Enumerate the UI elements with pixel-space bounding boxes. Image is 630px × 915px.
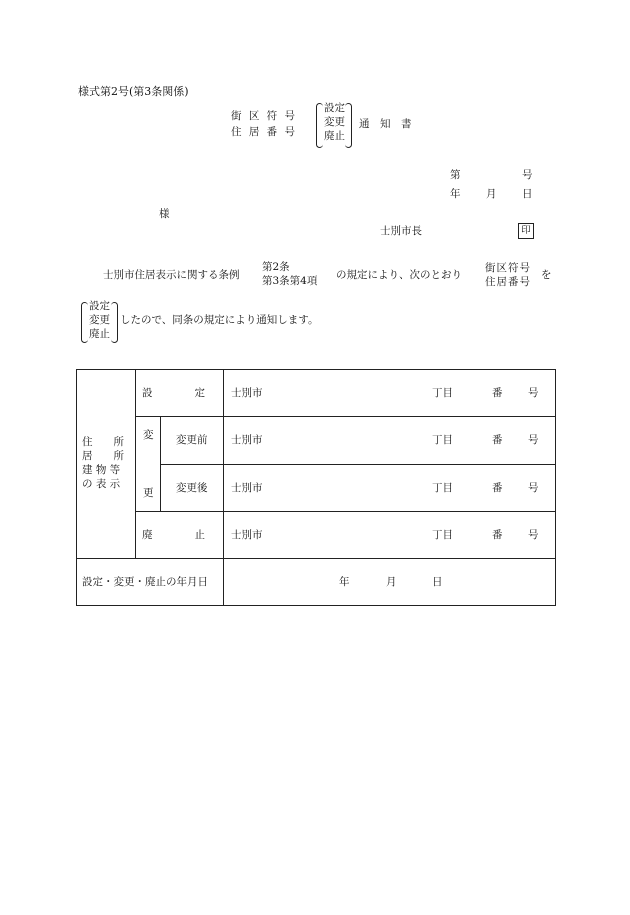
group-label-line-2: 居 所 <box>82 450 124 462</box>
doc-number-prefix: 第 <box>450 169 461 181</box>
body-article-2: 第2条 <box>262 261 290 273</box>
title-option-change: 変更 <box>324 116 345 128</box>
group-label-line-1: 住 所 <box>82 436 124 448</box>
body-ordinance-name: 士別市住居表示に関する条例 <box>103 269 240 281</box>
body-bracket-left <box>81 302 88 343</box>
date-row-month: 月 <box>386 576 397 588</box>
row-set-ban: 番 <box>492 387 503 399</box>
row-after-ban: 番 <box>492 482 503 494</box>
row-abolish-go: 号 <box>528 529 539 541</box>
title-option-set: 設定 <box>324 102 345 114</box>
row-before-ban: 番 <box>492 434 503 446</box>
date-row-day: 日 <box>432 576 443 588</box>
table-row-line-3 <box>135 511 556 512</box>
row-abolish-ban: 番 <box>492 529 503 541</box>
seal-stamp-box: 印 <box>518 223 534 239</box>
table-row-line-4 <box>76 558 556 559</box>
row-after-label: 変更後 <box>176 482 208 494</box>
date-row-year: 年 <box>339 576 350 588</box>
body-article-3-4: 第3条第4項 <box>262 275 318 287</box>
body-bracket-right <box>111 302 118 343</box>
body-articles <box>262 260 317 288</box>
table-border-left <box>76 369 77 606</box>
body-targets <box>485 261 531 289</box>
row-set-label: 設 定 <box>142 387 205 399</box>
table-divider-label <box>223 369 224 606</box>
body-action-change: 変更 <box>89 314 110 326</box>
row-set-chome: 丁目 <box>432 387 453 399</box>
row-abolish-city: 士別市 <box>231 529 263 541</box>
date-month-label: 月 <box>486 188 497 200</box>
table-border-top <box>76 369 556 370</box>
table-group-label <box>82 435 124 491</box>
table-border-bottom <box>76 605 556 606</box>
change-group-label-bottom: 更 <box>143 487 154 499</box>
row-abolish-chome: 丁目 <box>432 529 453 541</box>
group-label-line-3: 建 物 等 <box>82 464 121 476</box>
body-target-block-code: 街区符号 <box>485 262 531 274</box>
row-after-go: 号 <box>528 482 539 494</box>
body-actions <box>89 299 110 341</box>
row-set-city: 士別市 <box>231 387 263 399</box>
title-line-residence-number: 住 居 番 号 <box>231 126 298 138</box>
body-action-set: 設定 <box>89 300 110 312</box>
date-year-label: 年 <box>450 188 461 200</box>
row-after-chome: 丁目 <box>432 482 453 494</box>
table-row-line-1 <box>135 416 556 417</box>
body-action-abolish: 廃止 <box>89 328 110 340</box>
date-row-label: 設定・変更・廃止の年月日 <box>82 576 208 588</box>
title-options <box>324 101 345 143</box>
body-target-residence-number: 住居番号 <box>485 276 531 288</box>
doc-number-suffix: 号 <box>522 169 533 181</box>
row-abolish-label: 廃 止 <box>142 529 205 541</box>
title-option-abolish: 廃止 <box>324 130 345 142</box>
change-group-label-top: 変 <box>143 429 154 441</box>
group-label-line-4: の 表 示 <box>82 478 121 490</box>
row-before-chome: 丁目 <box>432 434 453 446</box>
body-suffix-text: したので、同条の規定により通知します。 <box>120 314 319 326</box>
form-number-label: 様式第2号(第3条関係) <box>78 85 189 98</box>
row-after-city: 士別市 <box>231 482 263 494</box>
title-line-block-code: 街 区 符 号 <box>231 110 298 122</box>
date-day-label: 日 <box>522 188 533 200</box>
title-notice-label: 通 知 書 <box>359 118 412 130</box>
row-before-city: 士別市 <box>231 434 263 446</box>
title-bracket-right <box>345 103 352 148</box>
body-middle-text: の規定により、次のとおり <box>336 269 462 281</box>
title-bracket-left <box>316 103 323 148</box>
row-before-label: 変更前 <box>176 434 208 446</box>
table-border-right <box>555 369 556 606</box>
addressee-suffix: 様 <box>159 208 170 220</box>
row-set-go: 号 <box>528 387 539 399</box>
issuer-name: 士別市長 <box>380 225 422 237</box>
row-before-go: 号 <box>528 434 539 446</box>
body-particle: を <box>541 269 552 281</box>
table-divider-group <box>135 369 136 559</box>
table-row-line-2 <box>160 464 556 465</box>
